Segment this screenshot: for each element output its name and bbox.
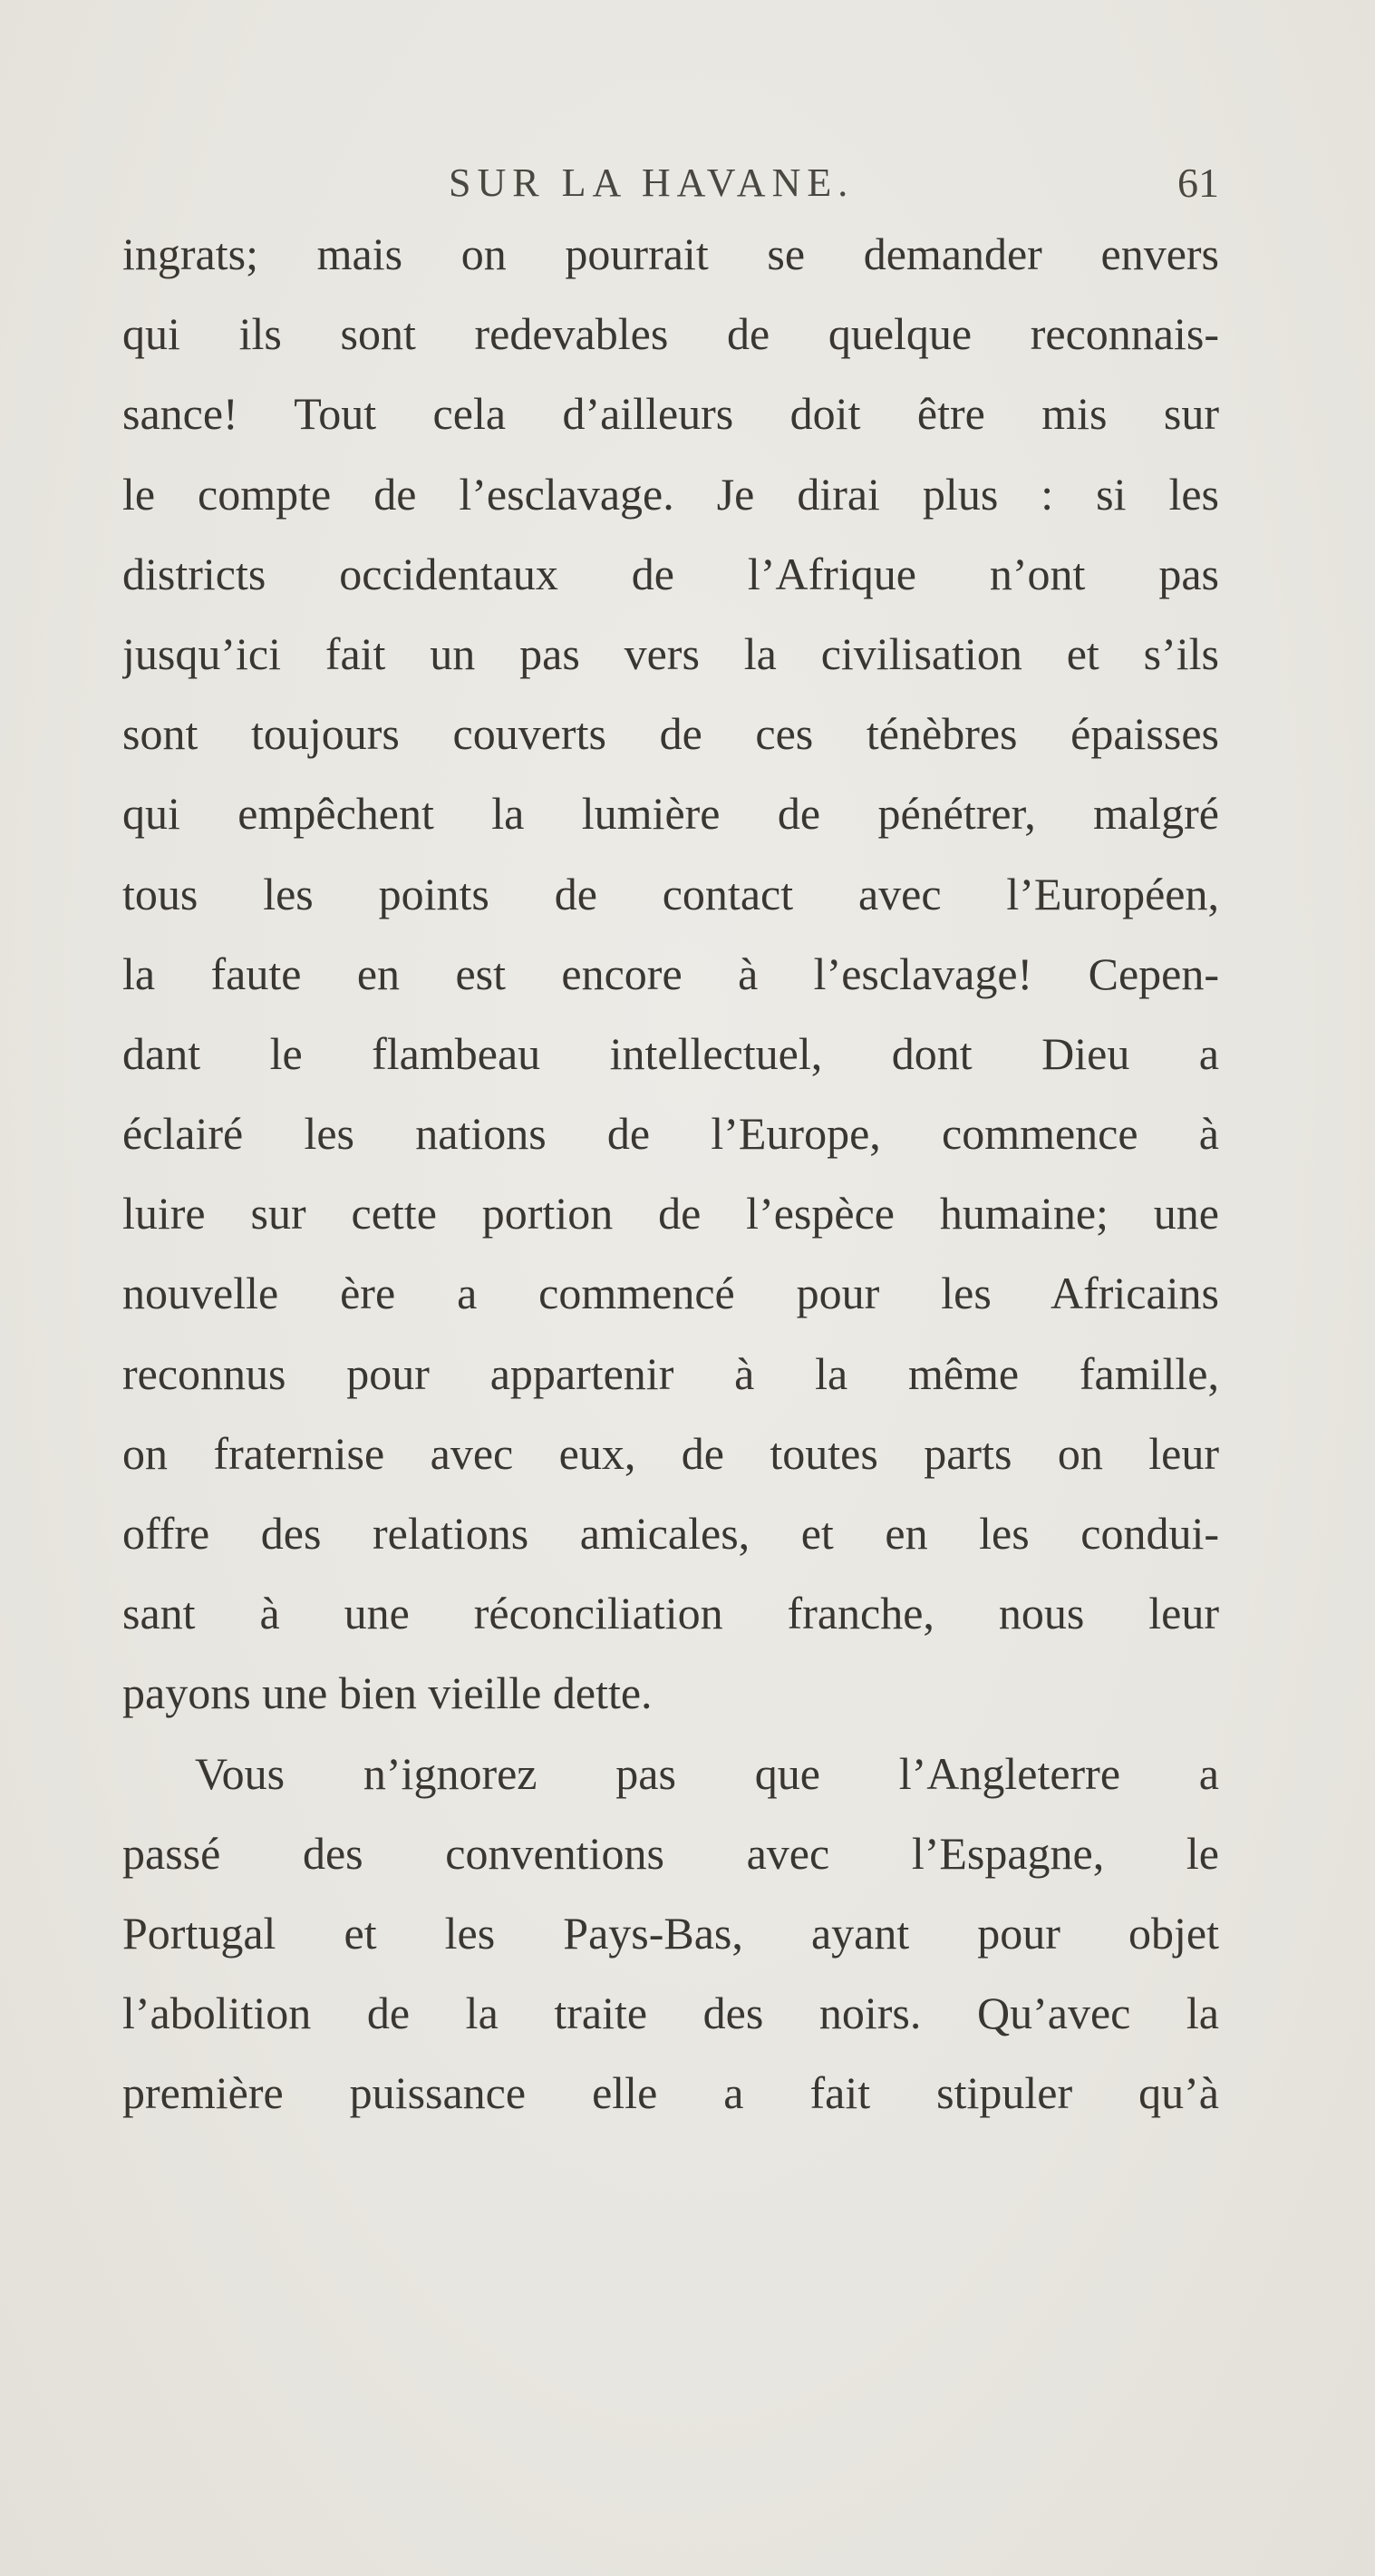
text-line: districts occidentaux de l’Afrique n’ont pas (122, 548, 1219, 599)
text-line: sance! Tout cela d’ailleurs doit être mis sur (122, 388, 1219, 440)
text-line: ingrats; mais on pourrait se demander envers (122, 228, 1219, 279)
text-line: l’abolition de la traite des noirs. Qu’avec la (122, 1988, 1219, 2039)
text-line: Portugal et les Pays-Bas, ayant pour objet (122, 1907, 1219, 1959)
body-text (122, 214, 1219, 2134)
paragraph-end-line: payons une bien vieille dette. (122, 1667, 653, 1719)
text-line: offre des relations amicales, et en les condui- (122, 1508, 1219, 1559)
text-line: sont toujours couverts de ces ténèbres épaisses (122, 708, 1219, 760)
text-line: on fraternise avec eux, de toutes parts on leur (122, 1427, 1219, 1479)
text-line: passé des conventions avec l’Espagne, le (122, 1827, 1219, 1879)
text-line: première puissance elle a fait stipuler qu’à (122, 2067, 1219, 2119)
text-line: le compte de l’esclavage. Je dirai plus : si les (122, 468, 1219, 520)
text-line: reconnus pour appartenir à la même famille, (122, 1347, 1219, 1399)
page-number: 61 (1177, 160, 1219, 206)
running-head (122, 156, 1219, 210)
text-line: éclairé les nations de l’Europe, commence à (122, 1108, 1219, 1160)
text-line: jusqu’ici fait un pas vers la civilisation et s’ils (122, 627, 1219, 679)
paragraph-start-line: Vous n’ignorez pas que l’Angleterre a (195, 1747, 1219, 1799)
running-title: SUR LA HAVANE. (449, 160, 855, 205)
text-line: la faute en est encore à l’esclavage! Cepen- (122, 948, 1219, 999)
text-line: qui ils sont redevables de quelque reconnais- (122, 308, 1219, 360)
text-line: sant à une réconciliation franche, nous leur (122, 1588, 1219, 1639)
text-line: dant le flambeau intellectuel, dont Dieu a (122, 1027, 1219, 1079)
text-line: nouvelle ère a commencé pour les Africains (122, 1268, 1219, 1319)
text-line: luire sur cette portion de l’espèce humaine; une (122, 1188, 1219, 1239)
text-line: tous les points de contact avec l’Européen, (122, 868, 1219, 919)
text-line: qui empêchent la lumière de pénétrer, malgré (122, 788, 1219, 840)
